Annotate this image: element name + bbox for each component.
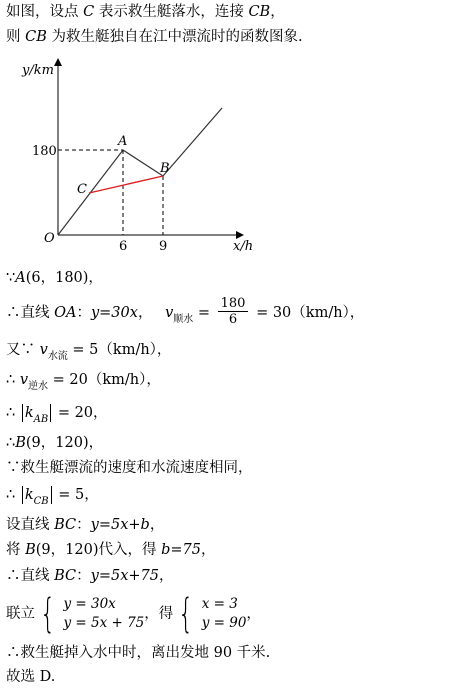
line-name: OA (54, 305, 77, 321)
left-brace: { (178, 591, 194, 637)
intro-line-2 (6, 27, 303, 47)
fraction-180-6 (218, 296, 249, 327)
fraction-denominator: 6 (228, 311, 238, 327)
point-b-label: B (15, 435, 26, 451)
solution-line-10 (6, 540, 215, 560)
solution-text: = 5（km/h）， (67, 342, 172, 358)
x-tick-6: 6 (119, 239, 128, 254)
solution-line-2 (6, 296, 364, 330)
solution-line-1 (6, 268, 103, 288)
intro-text: ， (270, 4, 285, 20)
solution-text: 联立 (6, 606, 35, 622)
intro-text: 则 (6, 29, 26, 45)
system-result-1: x = 3 (201, 596, 238, 612)
solution-text: ， (159, 568, 174, 584)
velocity-subscript: 水流 (47, 351, 68, 362)
solution-text: = 30（km/h）， (251, 305, 365, 321)
therefore-symbol: ∴ (6, 487, 20, 503)
x-tick-9: 9 (159, 239, 168, 254)
solution-text: ： (76, 305, 91, 321)
x-axis-label: x/h (233, 239, 254, 254)
solution-text: ， (200, 542, 216, 558)
equation-oa: y=30x (90, 305, 138, 321)
velocity-symbol: v (39, 342, 48, 358)
solution-text: = (193, 305, 215, 321)
slope-subscript: CB (33, 496, 49, 507)
solution-text: ∴直线 (6, 568, 55, 584)
therefore-symbol: ∴ (6, 405, 20, 421)
point-b-label: B (25, 542, 36, 558)
intro-line-1 (6, 2, 285, 22)
solution-text: ： (76, 568, 91, 584)
segment-cb-label: CB (248, 4, 271, 20)
system-eq-2: y = 5x + 75 (63, 615, 145, 631)
slope-subscript: AB (33, 414, 49, 425)
solution-line-11 (6, 566, 174, 586)
solution-line-9 (6, 515, 164, 535)
intercept-value: b=75 (161, 542, 201, 558)
solution-text: 设直线 (6, 517, 55, 533)
conclusion-text: ∴救生艇掉入水中时，离出发地 90 千米. (6, 645, 271, 661)
segment-cb-line (89, 176, 163, 193)
point-b-label: B (160, 161, 170, 176)
intro-text: 如图，设点 (6, 4, 84, 20)
point-c-label: C (83, 4, 95, 20)
therefore-symbol: ∴ (6, 305, 21, 321)
line-name: BC (54, 517, 77, 533)
because-symbol: ∵ (6, 270, 16, 286)
velocity-symbol: v (165, 305, 174, 321)
abs-bar (50, 404, 51, 422)
left-brace: { (40, 591, 56, 637)
point-a-label: A (15, 270, 26, 286)
abs-bar (51, 486, 52, 504)
point-c-label: C (77, 182, 87, 197)
solution-text: ，得 (144, 606, 174, 622)
solution-text: 又∵ (6, 342, 40, 358)
slope-symbol: k (24, 487, 34, 503)
solution-text: = 5， (53, 487, 99, 503)
coordinate-text: (6，180)， (25, 270, 103, 286)
equation-bc: y=5x+75 (90, 568, 159, 584)
solution-line-4 (6, 370, 161, 392)
system-result-2: y = 90 (201, 615, 247, 631)
intro-text: 为救生艇独自在江中漂流时的函数图象. (46, 29, 303, 45)
slope-symbol: k (24, 405, 34, 421)
solution-text: ， (246, 606, 261, 622)
equation-bc: y=5x+b (90, 517, 150, 533)
velocity-subscript: 逆水 (28, 381, 49, 392)
y-axis-label: y/km (22, 63, 54, 78)
velocity-subscript: 顺水 (173, 314, 194, 325)
y-tick-180: 180 (32, 144, 57, 159)
solution-text: ， (149, 517, 165, 533)
abs-bar (22, 404, 23, 422)
intro-text: 表示救生艇落水，连接 (94, 4, 249, 20)
boat-path-line (58, 108, 222, 235)
velocity-symbol: v (19, 372, 29, 388)
solution-text: 直线 (20, 305, 55, 321)
solution-text: = 20， (53, 405, 108, 421)
segment-cb-label: CB (25, 29, 47, 45)
solution-line-7 (6, 458, 253, 478)
solution-text: 将 (6, 542, 26, 558)
solution-line-8 (6, 485, 99, 507)
solution-text: ： (76, 517, 91, 533)
therefore-symbol: ∴ (6, 372, 20, 388)
solution-text: ， (137, 305, 153, 321)
point-a-label: A (118, 134, 128, 149)
answer-text: 故选 D. (6, 669, 56, 685)
solution-line-5 (6, 403, 108, 425)
solution-text: ∵救生艇漂流的速度和水流速度相同， (6, 460, 253, 476)
function-graph (0, 52, 254, 257)
solution-text: = 20（km/h）， (48, 372, 161, 388)
origin-label: O (44, 231, 55, 246)
solution-line-3 (6, 340, 171, 362)
therefore-symbol: ∴ (6, 435, 16, 451)
equation-system (35, 591, 145, 637)
fraction-numerator: 180 (218, 296, 249, 312)
solution-system (173, 591, 247, 637)
solution-line-13 (6, 643, 270, 663)
solution-line-6 (6, 433, 103, 453)
abs-bar (22, 486, 23, 504)
coordinate-text: (9，120)， (25, 435, 104, 451)
system-eq-1: y = 30x (63, 596, 116, 612)
solution-text: (9，120)代入，得 (35, 542, 162, 558)
solution-line-12 (6, 592, 261, 636)
line-name: BC (54, 568, 77, 584)
solution-line-14 (6, 667, 55, 687)
